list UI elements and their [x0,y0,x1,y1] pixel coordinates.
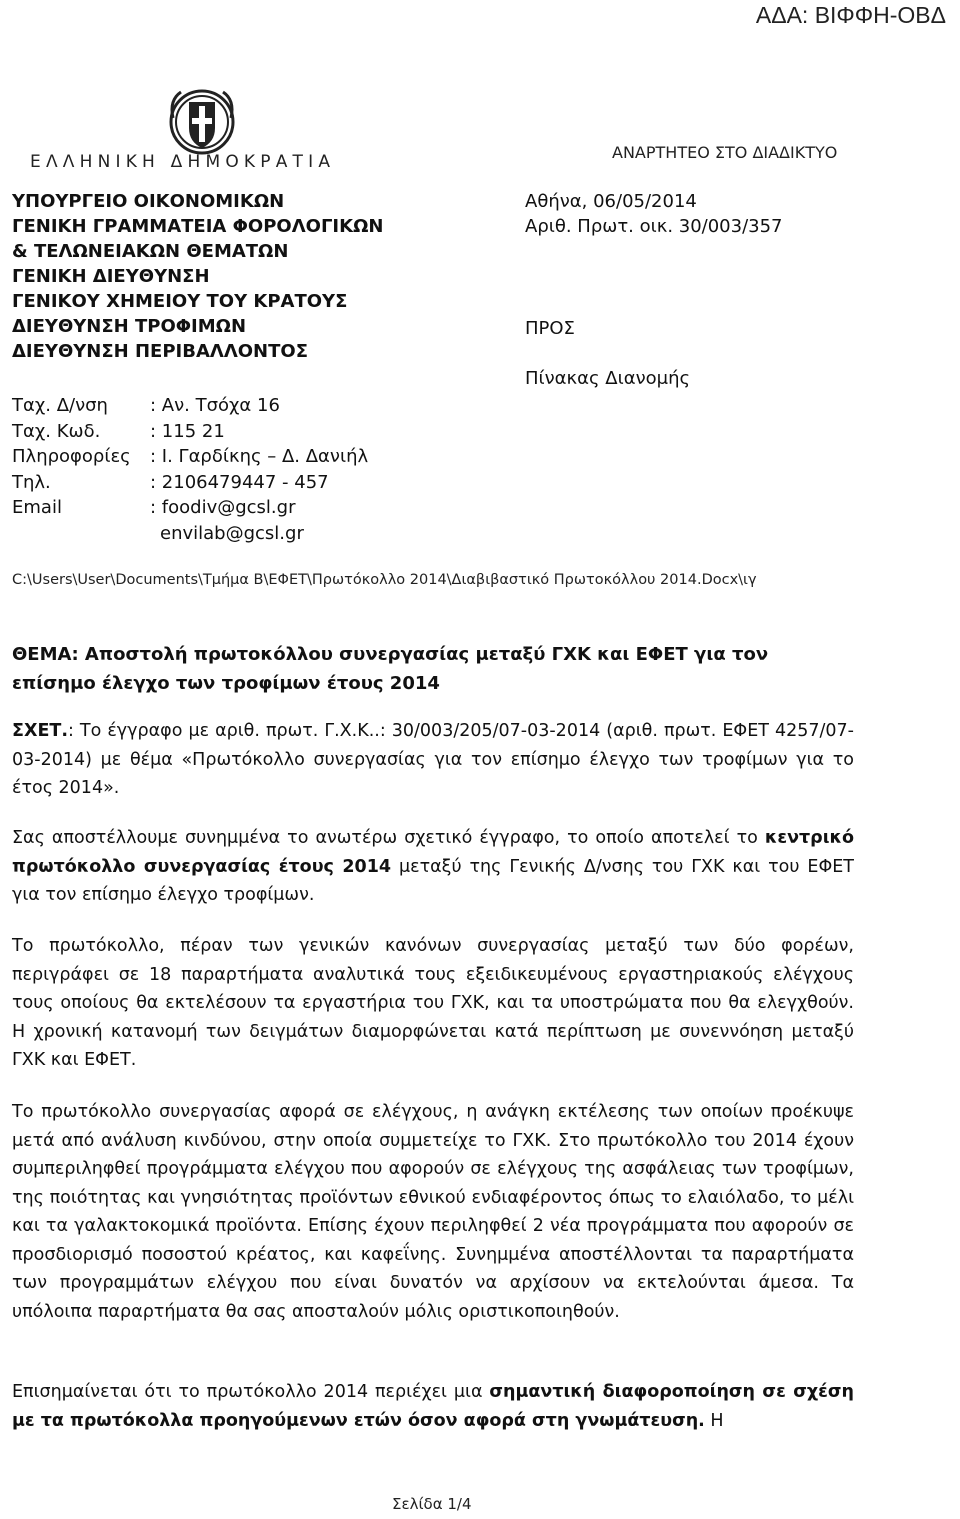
info-value: : Ι. Γαρδίκης – Δ. Δανιήλ [150,446,369,467]
ada-identifier: ΑΔΑ: ΒΙΦΦΗ-ΟΒΔ [755,2,946,28]
address-row [12,393,368,419]
postcode-label: Ταχ. Κωδ. [12,420,101,442]
page-number: Σελίδα 1/4 [392,1495,472,1513]
email-value-foodiv: : foodiv@gcsl.gr [150,497,296,518]
subject-label: ΘΕΜΑ [12,644,72,665]
upload-note: ΑΝΑΡΤΗΤΕΟ ΣΤΟ ΔΙΑΔΙΚΤΥΟ [612,143,838,162]
info-row [12,444,368,470]
paragraph-1-bold: κεντρικό πρωτόκολλο συνεργασίας έτους 2014 [12,828,854,877]
paragraph-4 [12,1378,854,1435]
paragraph-4-start: Επισημαίνεται ότι το πρωτόκολλο 2014 περιέχει μια [12,1382,490,1402]
postcode-row [12,419,368,445]
recipient: Πίνακας Διανομής [525,368,691,389]
sender-line: ΥΠΟΥΡΓΕΙΟ ΟΙΚΟΝΟΜΙΚΩΝ [12,191,285,212]
paragraph-1-start: Σας αποστέλλουμε συνημμένα το ανωτέρω σχετικό έγγραφο, το οποίο αποτελεί το [12,828,765,848]
address-value: : Αν. Τσόχα 16 [150,395,280,416]
file-path: C:\Users\User\Documents\Τμήμα Β\ΕΦΕΤ\Πρωτόκολλο 2014\Διαβιβαστικό Πρωτοκόλλου 2014.Docx\ιγ [12,572,757,588]
paragraph-4-end: Η [704,1410,724,1431]
reference-text: : Το έγγραφο με αριθ. πρωτ. Γ.Χ.Κ..: 30/003/205/07-03-2014 (αριθ. πρωτ. ΕΦΕΤ 4257/07-03-2014) με θέμα «Πρωτόκολλο συνεργασίας για τον επίσημο έλεγχο των τροφίμων για το έτος 2014». [12,721,854,798]
email-label: Email [12,497,62,518]
subject-text: : Αποστολή πρωτοκόλλου συνεργασίας μεταξύ ΓΧΚ και ΕΦΕΤ για τον επίσημο έλεγχο των τροφίμων έτους 2014 [12,644,769,694]
phone-row [12,470,368,496]
contact-block [12,393,368,546]
address-label: Ταχ. Δ/νση [12,395,108,416]
email-row [12,495,368,521]
postcode-value: : 115 21 [150,420,225,442]
paragraph-4-bold: σημαντική διαφοροποίηση σε σχέση με τα πρωτόκολλα προηγούμενων ετών όσον αφορά στη γνωμάτευση. [12,1382,854,1431]
email-value-envilab: envilab@gcsl.gr [160,522,304,544]
date-line: Αθήνα, 06/05/2014 [525,191,697,212]
sender-line: ΓΕΝΙΚΗ ΓΡΑΜΜΑΤΕΙΑ ΦΟΡΟΛΟΓΙΚΩΝ [12,216,384,237]
phone-label: Τηλ. [12,471,51,493]
document-meta [525,189,783,239]
to-label: ΠΡΟΣ [525,318,575,339]
logo-caption: ΕΛΛΗΝΙΚΗ ΔΗΜΟΚΡΑΤΙΑ [30,152,336,172]
sender-line: & ΤΕΛΩΝΕΙΑΚΩΝ ΘΕΜΑΤΩΝ [12,241,289,262]
reference-line [12,717,854,803]
paragraph-3: Το πρωτόκολλο συνεργασίας αφορά σε ελέγχους, η ανάγκη εκτέλεσης των οποίων προέκυψε μετά από ανάλυση κινδύνου, στην οποία συμμετείχε το ΓΧΚ. Στο πρωτόκολλο του 2014 έχουν συμπεριληφθεί προγράμματα ελέγχου που αφορούν σε ελέγχους της ασφάλειας των τροφίμων, της ποιότητας και γνησιότητας προϊόντων εθνικού ενδιαφέροντος όπως το ελαιόλαδο, το μέλι και τα γαλακτοκομικά προϊόντα. Επίσης έχουν περιληφθεί 2 νέα προγράμματα που αφορούν σε προσδιορισμό ποσοστού κρέατος, και καφεΐνης. Συνημμένα αποστέλλονται τα παραρτήματα των προγραμμάτων ελέγχου που είναι δυνατόν να αρχίσουν να εκτελούνται άμεσα. Τα υπόλοιπα παραρτήματα θα σας αποσταλούν μόλις οριστικοποιηθούν. [12,1102,854,1322]
paragraph-1-end: μεταξύ της Γενικής Δ/νσης του ΓΧΚ και του ΕΦΕΤ για τον επίσημο έλεγχο τροφίμων. [12,856,854,905]
phone-value: : 2106479447 - 457 [150,471,329,493]
info-label: Πληροφορίες [12,446,131,467]
sender-line: ΔΙΕΥΘΥΝΣΗ ΤΡΟΦΙΜΩΝ [12,316,247,337]
subject-line [12,640,854,698]
paragraph-1 [12,824,854,910]
protocol-number: Αριθ. Πρωτ. οικ. 30/003/357 [525,216,783,237]
sender-line: ΓΕΝΙΚΟΥ ΧΗΜΕΙΟΥ ΤΟΥ ΚΡΑΤΟΥΣ [12,291,348,312]
reference-label: ΣΧΕΤ. [12,721,68,741]
sender-line: ΓΕΝΙΚΗ ΔΙΕΥΘΥΝΣΗ [12,266,210,287]
sender-block [12,189,383,364]
sender-line: ΔΙΕΥΘΥΝΣΗ ΠΕΡΙΒΑΛΛΟΝΤΟΣ [12,341,308,362]
paragraph-2: Το πρωτόκολλο, πέραν των γενικών κανόνων συνεργασίας μεταξύ των δύο φορέων, περιγράφει σε 18 παραρτήματα αναλυτικά τους εξειδικευμένους εργαστηριακούς ελέγχους τους οποίους θα εκτελέσουν τα εργαστήρια του ΓΧΚ, και τα υποστρώματα που θα ελεγχθούν. Η χρονική κατανομή των δειγμάτων διαμορφώνεται κατά περίπτωση με συνεννόηση μεταξύ ΓΧΚ και ΕΦΕΤ. [12,936,854,1070]
